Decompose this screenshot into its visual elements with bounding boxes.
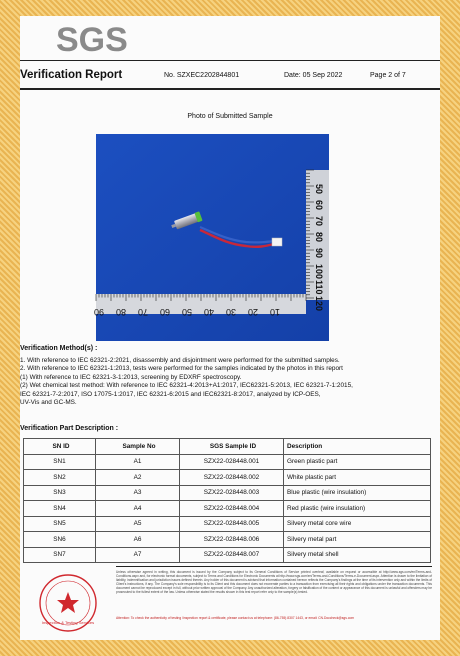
ruler-label: 40 bbox=[203, 307, 214, 317]
cell-sgs-sample-id: SZX22-028448.005 bbox=[180, 516, 284, 532]
method-line: 2. With reference to IEC 62321-1:2013, tests were performed for the samples indicated by the photos in this report bbox=[20, 365, 343, 373]
col-sample-no: Sample No bbox=[96, 439, 180, 455]
ruler-label: 20 bbox=[247, 307, 258, 317]
seal-label: Inspection & Testing Services bbox=[41, 620, 95, 625]
cell-sgs-sample-id: SZX22-028448.001 bbox=[180, 454, 284, 470]
ruler-label: 100 bbox=[314, 264, 324, 280]
col-sn-id: SN ID bbox=[24, 439, 96, 455]
ruler-bottom bbox=[94, 294, 306, 317]
sample-photo bbox=[93, 134, 329, 341]
report-date: Date: 05 Sep 2022 bbox=[284, 72, 343, 79]
header-rule-top bbox=[20, 60, 440, 61]
ruler-right bbox=[306, 170, 329, 311]
cell-sgs-sample-id: SZX22-028448.002 bbox=[180, 470, 284, 486]
cell-description: Blue plastic (wire insulation) bbox=[284, 485, 431, 501]
cell-sgs-sample-id: SZX22-028448.003 bbox=[180, 485, 284, 501]
table-header-row bbox=[24, 439, 431, 455]
cell-sn-id: SN6 bbox=[24, 532, 96, 548]
methods-title: Verification Method(s) : bbox=[20, 345, 98, 352]
cell-description: Silvery metal shell bbox=[284, 547, 431, 563]
cell-description: Red plastic (wire insulation) bbox=[284, 501, 431, 517]
table-row bbox=[24, 516, 431, 532]
ruler-label: 70 bbox=[137, 307, 148, 317]
table-row bbox=[24, 485, 431, 501]
cell-sample-no: A2 bbox=[96, 470, 180, 486]
cell-sample-no: A4 bbox=[96, 501, 180, 517]
cell-sn-id: SN5 bbox=[24, 516, 96, 532]
cell-sgs-sample-id: SZX22-028448.004 bbox=[180, 501, 284, 517]
col-description: Description bbox=[284, 439, 431, 455]
cell-description: Green plastic part bbox=[284, 454, 431, 470]
ruler-label: 60 bbox=[314, 200, 324, 211]
parts-title: Verification Part Description : bbox=[20, 425, 119, 432]
table-row bbox=[24, 547, 431, 563]
methods-text bbox=[20, 357, 440, 407]
col-sgs-sample-id: SGS Sample ID bbox=[180, 439, 284, 455]
ruler-label: 10 bbox=[269, 307, 280, 317]
photo-title: Photo of Submitted Sample bbox=[187, 113, 273, 120]
cell-description: White plastic part bbox=[284, 470, 431, 486]
cell-sgs-sample-id: SZX22-028448.007 bbox=[180, 547, 284, 563]
parts-table bbox=[23, 438, 431, 563]
ruler-label: 120 bbox=[314, 296, 324, 312]
ruler-label: 110 bbox=[314, 280, 324, 295]
cell-description: Silvery metal core wire bbox=[284, 516, 431, 532]
cell-sn-id: SN7 bbox=[24, 547, 96, 563]
white-connector bbox=[272, 238, 282, 246]
table-row bbox=[24, 532, 431, 548]
table-row bbox=[24, 454, 431, 470]
ruler-label: 80 bbox=[115, 307, 126, 317]
table-row bbox=[24, 501, 431, 517]
cell-sn-id: SN1 bbox=[24, 454, 96, 470]
ruler-label: 90 bbox=[93, 307, 104, 317]
ruler-label: 60 bbox=[159, 307, 170, 317]
method-line: UV-Vis and GC-MS. bbox=[20, 399, 77, 407]
table-row bbox=[24, 470, 431, 486]
method-line: (2) Wet chemical test method: With reference to IEC 62321-4:2013+A1:2017, IEC62321-5:2013, IEC 62321-7-1:2015, bbox=[20, 382, 353, 390]
footer-terms: Unless otherwise agreed in writing, this document is issued by the Company subject to its General Conditions of Service printed overleaf, available on request or accessible at http://www.sgs.com/en/Terms-and-Conditions.aspx and, for electronic format documents, subject to Terms and Conditions for Electronic Documents at http://www.sgs.com/en/Terms-and-Conditions/Terms-e-Document.aspx. Attention is drawn to the limitation of liability, indemnification and jurisdiction issues defined therein. Any holder of this document is advised that information contained hereon reflects the Company's findings at the time of its intervention only and within the limits of Client's instructions, if any. The Company's sole responsibility is to its Client and this document does not exonerate parties to a transaction from exercising all their rights and obligations under the transaction documents. This document cannot be reproduced except in full, without prior written approval of the Company. Any unauthorized alteration, forgery or falsification of the content or appearance of this document is unlawful and offenders may be prosecuted to the fullest extent of the law. Unless otherwise stated the results shown in this test report refer only to the sample(s) tested. bbox=[116, 570, 432, 595]
ruler-label: 90 bbox=[314, 248, 324, 259]
seal-star-icon bbox=[57, 592, 79, 613]
page-indicator: Page 2 of 7 bbox=[370, 72, 406, 79]
report-number: No. SZXEC2202844801 bbox=[164, 72, 240, 79]
cell-sn-id: SN2 bbox=[24, 470, 96, 486]
cell-sample-no: A3 bbox=[96, 485, 180, 501]
header-rule-bottom bbox=[20, 88, 440, 90]
cell-sgs-sample-id: SZX22-028448.006 bbox=[180, 532, 284, 548]
ruler-label: 50 bbox=[314, 184, 324, 195]
method-line: IEC 62321-7-2:2017, ISO 17075-1:2017, IEC 62321-6:2015 and IEC62321-8:2017, analyzed by ICP-OES, bbox=[20, 390, 321, 398]
sgs-logo-text: SGS bbox=[56, 21, 128, 59]
cell-sample-no: A1 bbox=[96, 454, 180, 470]
cell-description: Silvery metal part bbox=[284, 532, 431, 548]
footer-rule bbox=[116, 566, 432, 567]
ruler-label: 50 bbox=[181, 307, 192, 317]
ruler-label: 30 bbox=[225, 307, 236, 317]
cell-sample-no: A7 bbox=[96, 547, 180, 563]
cell-sample-no: A5 bbox=[96, 516, 180, 532]
ruler-label: 80 bbox=[314, 232, 324, 243]
method-line: 1. With reference to IEC 62321-2:2021, disassembly and disjointment were performed for the submitted samples. bbox=[20, 357, 340, 364]
inspection-seal bbox=[28, 572, 108, 639]
footer-attention: Attention: To check the authenticity of testing /inspection report & certificate, please contact us at telephone: (86-755) 8307 1443, or email: CN.Doccheck@sgs.com bbox=[116, 616, 355, 620]
report-title: Verification Report bbox=[20, 69, 123, 81]
cell-sample-no: A6 bbox=[96, 532, 180, 548]
cell-sn-id: SN4 bbox=[24, 501, 96, 517]
cell-sn-id: SN3 bbox=[24, 485, 96, 501]
method-line: (1) With reference to IEC 62321-3-1:2013, screening by EDXRF spectroscopy. bbox=[20, 373, 242, 381]
ruler-label: 70 bbox=[314, 216, 324, 227]
